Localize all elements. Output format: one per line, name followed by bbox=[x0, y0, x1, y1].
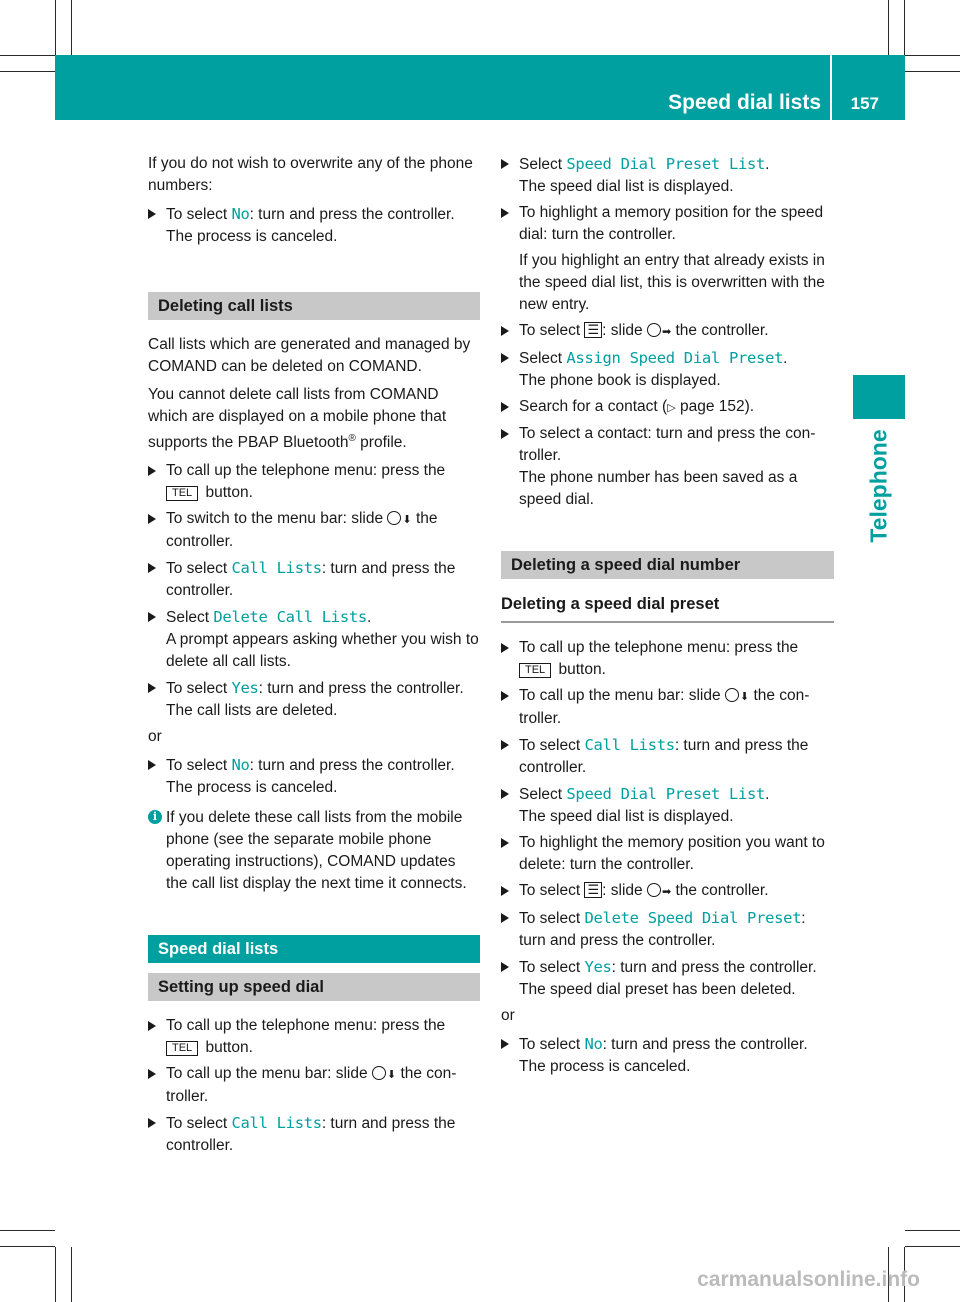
crop-mark bbox=[905, 71, 960, 72]
step-result: The process is canceled. bbox=[166, 779, 338, 797]
page-ref-icon: ▷ bbox=[667, 402, 676, 414]
tel-key-icon: TEL bbox=[519, 663, 551, 678]
slide-down-icon: ⬇ bbox=[386, 1069, 397, 1082]
instruction-step: To call up the menu bar: slide ⬇ the con-troller. bbox=[501, 685, 834, 730]
instruction-step: To switch to the menu bar: slide ⬇ the controller. bbox=[148, 508, 480, 553]
crop-mark bbox=[0, 1246, 55, 1247]
instruction-step: To select Delete Speed Dial Preset: turn and press the controller. bbox=[501, 907, 834, 952]
step-arrow-icon bbox=[501, 913, 509, 923]
slide-down-icon: ⬇ bbox=[739, 691, 750, 703]
step-arrow-icon bbox=[501, 353, 509, 363]
step-result: turn and press the controller. bbox=[519, 932, 716, 949]
crop-mark bbox=[0, 71, 55, 72]
instruction-step: To call up the telephone menu: press the TEL button. bbox=[148, 1015, 480, 1059]
instruction-step: To highlight a memory position for the speed dial: turn the controller. If you highlight an entry that already exists in the speed dial list, this is overwritten with the new entry. bbox=[501, 202, 834, 316]
instruction-step: To select No: turn and press the controller. The process is canceled. bbox=[148, 203, 480, 248]
instruction-step: To select No: turn and press the controller. The process is canceled. bbox=[501, 1033, 834, 1078]
controller-icon bbox=[372, 1066, 386, 1080]
instruction-step: Select Delete Call Lists. A prompt appears asking whether you wish to delete all call lists. bbox=[148, 606, 480, 673]
instruction-step: To highlight the memory position you want to delete: turn the controller. bbox=[501, 832, 834, 876]
instruction-step: To select ☰ : slide ➡ the controller. bbox=[501, 320, 834, 343]
slide-right-icon: ➡ bbox=[661, 886, 672, 898]
header-divider bbox=[830, 55, 832, 120]
step-arrow-icon bbox=[148, 514, 156, 524]
menu-option: Call Lists bbox=[231, 1114, 322, 1133]
step-arrow-icon bbox=[501, 208, 509, 218]
menu-option: Delete Call Lists bbox=[213, 608, 367, 627]
instruction-step: Select Speed Dial Preset List. The speed dial list is displayed. bbox=[501, 783, 834, 828]
menu-icon: ☰ bbox=[584, 322, 602, 338]
controller-icon bbox=[387, 511, 401, 525]
crop-mark bbox=[71, 0, 72, 55]
step-result: The process is canceled. bbox=[519, 1058, 691, 1075]
menu-option: No bbox=[231, 756, 250, 775]
side-tab-label: Telephone bbox=[865, 429, 892, 543]
step-arrow-icon bbox=[148, 209, 156, 219]
tel-key-icon: TEL bbox=[166, 1041, 198, 1056]
slide-right-icon: ➡ bbox=[661, 326, 672, 338]
body-paragraph: Call lists which are generated and managed by COMAND can be deleted on COMAND. bbox=[148, 336, 471, 375]
step-result: The process is canceled. bbox=[166, 228, 338, 245]
step-result: If you highlight an entry that already exists in the speed dial list, this is overwritten with the new entry. bbox=[519, 252, 825, 313]
step-arrow-icon bbox=[501, 962, 509, 972]
instruction-step: To select Call Lists: turn and press the controller. bbox=[148, 1112, 480, 1157]
controller-icon bbox=[725, 688, 739, 702]
step-arrow-icon bbox=[501, 326, 509, 336]
page-header bbox=[55, 55, 905, 120]
or-text: or bbox=[148, 728, 162, 746]
instruction-step: To select ☰ : slide ➡ the controller. bbox=[501, 880, 834, 903]
crop-mark bbox=[905, 55, 960, 56]
controller-icon bbox=[647, 323, 661, 337]
menu-option: No bbox=[231, 205, 250, 223]
step-result: The speed dial preset has been deleted. bbox=[519, 981, 796, 998]
body-paragraph: You cannot delete call lists from COMAND which are displayed on a mobile phone that supports the PBAP Bluetooth® profile. bbox=[148, 386, 447, 452]
instruction-step: Select Assign Speed Dial Preset. The phone book is displayed. bbox=[501, 347, 834, 392]
section-heading: Deleting a speed dial number bbox=[501, 551, 834, 579]
watermark: carmanualsonline.info bbox=[697, 1268, 920, 1291]
step-arrow-icon bbox=[501, 429, 509, 439]
slide-down-icon: ⬇ bbox=[402, 514, 412, 527]
step-result: The call lists are deleted. bbox=[166, 702, 338, 720]
crop-mark bbox=[0, 55, 55, 56]
section-heading: Setting up speed dial bbox=[148, 973, 480, 1001]
left-column bbox=[148, 153, 480, 1161]
step-arrow-icon bbox=[501, 159, 509, 169]
menu-option: Speed Dial Preset List bbox=[566, 155, 766, 173]
side-tab-marker bbox=[853, 375, 905, 419]
right-column bbox=[501, 153, 834, 1082]
subsection-heading: Deleting a speed dial preset bbox=[501, 593, 834, 623]
or-text: or bbox=[501, 1007, 515, 1024]
crop-mark bbox=[0, 1230, 55, 1231]
step-arrow-icon bbox=[148, 612, 156, 622]
instruction-step: Search for a contact (▷ page 152). bbox=[501, 396, 834, 419]
menu-option: Call Lists bbox=[231, 559, 322, 578]
menu-option: Yes bbox=[231, 679, 259, 698]
page-number: 157 bbox=[850, 94, 879, 113]
step-arrow-icon bbox=[148, 1021, 156, 1031]
instruction-step: To select Call Lists: turn and press the controller. bbox=[501, 734, 834, 779]
instruction-step: To select a contact: turn and press the con-troller. The phone number has been saved as a speed dial. bbox=[501, 423, 834, 511]
step-arrow-icon bbox=[501, 1039, 509, 1049]
menu-option: Yes bbox=[584, 958, 612, 976]
step-arrow-icon bbox=[148, 466, 156, 476]
instruction-step: To select Yes: turn and press the controller. The speed dial preset has been deleted. bbox=[501, 956, 834, 1001]
crop-mark bbox=[71, 1247, 72, 1302]
step-result: The phone number has been saved as a speed dial. bbox=[519, 469, 798, 508]
crop-mark bbox=[888, 0, 889, 55]
instruction-step: To call up the telephone menu: press the TEL button. bbox=[148, 460, 480, 504]
step-arrow-icon bbox=[501, 838, 509, 848]
step-arrow-icon bbox=[501, 740, 509, 750]
step-result: The speed dial list is displayed. bbox=[519, 808, 734, 825]
info-note: i If you delete these call lists from the mobile phone (see the separate mobile phone operating instructions), COMAND updates the call list display the next time it connects. bbox=[148, 807, 480, 895]
crop-mark bbox=[905, 1246, 960, 1247]
controller-icon bbox=[647, 883, 661, 897]
instruction-step: To select Call Lists: turn and press the controller. bbox=[148, 557, 480, 602]
step-arrow-icon bbox=[501, 691, 509, 701]
crop-mark bbox=[904, 0, 905, 55]
step-arrow-icon bbox=[148, 683, 156, 693]
section-title: Speed dial lists bbox=[668, 91, 821, 114]
menu-option: Assign Speed Dial Preset bbox=[566, 349, 784, 367]
step-arrow-icon bbox=[148, 1069, 156, 1079]
crop-mark bbox=[55, 1247, 56, 1302]
menu-icon: ☰ bbox=[584, 882, 602, 898]
step-arrow-icon bbox=[148, 760, 156, 770]
info-icon: i bbox=[148, 810, 162, 824]
instruction-step: Select Speed Dial Preset List. The speed dial list is displayed. bbox=[501, 153, 834, 198]
instruction-step: To select No: turn and press the controller. The process is canceled. bbox=[148, 754, 480, 799]
instruction-step: To select Yes: turn and press the controller. The call lists are deleted. bbox=[148, 677, 480, 722]
instruction-step: To call up the menu bar: slide ⬇ the con-troller. bbox=[148, 1063, 480, 1108]
crop-mark bbox=[55, 0, 56, 55]
section-heading: Deleting call lists bbox=[148, 292, 480, 320]
step-result: The speed dial list is displayed. bbox=[519, 178, 734, 195]
intro-paragraph: If you do not wish to overwrite any of the phone numbers: bbox=[148, 155, 473, 194]
step-result: A prompt appears asking whether you wish to delete all call lists. bbox=[166, 631, 479, 671]
step-arrow-icon bbox=[501, 643, 509, 653]
menu-option: Call Lists bbox=[584, 736, 675, 754]
step-result: The phone book is displayed. bbox=[519, 372, 721, 389]
step-arrow-icon bbox=[501, 886, 509, 896]
instruction-step: To call up the telephone menu: press the TEL button. bbox=[501, 637, 834, 681]
step-arrow-icon bbox=[148, 1118, 156, 1128]
menu-option: Speed Dial Preset List bbox=[566, 785, 766, 803]
crop-mark bbox=[905, 1230, 960, 1231]
step-arrow-icon bbox=[501, 402, 509, 412]
step-arrow-icon bbox=[501, 789, 509, 799]
menu-option: No bbox=[584, 1035, 603, 1053]
tel-key-icon: TEL bbox=[166, 486, 198, 501]
step-arrow-icon bbox=[148, 563, 156, 573]
chapter-heading: Speed dial lists bbox=[148, 935, 480, 963]
menu-option: Delete Speed Dial Preset bbox=[584, 909, 802, 927]
